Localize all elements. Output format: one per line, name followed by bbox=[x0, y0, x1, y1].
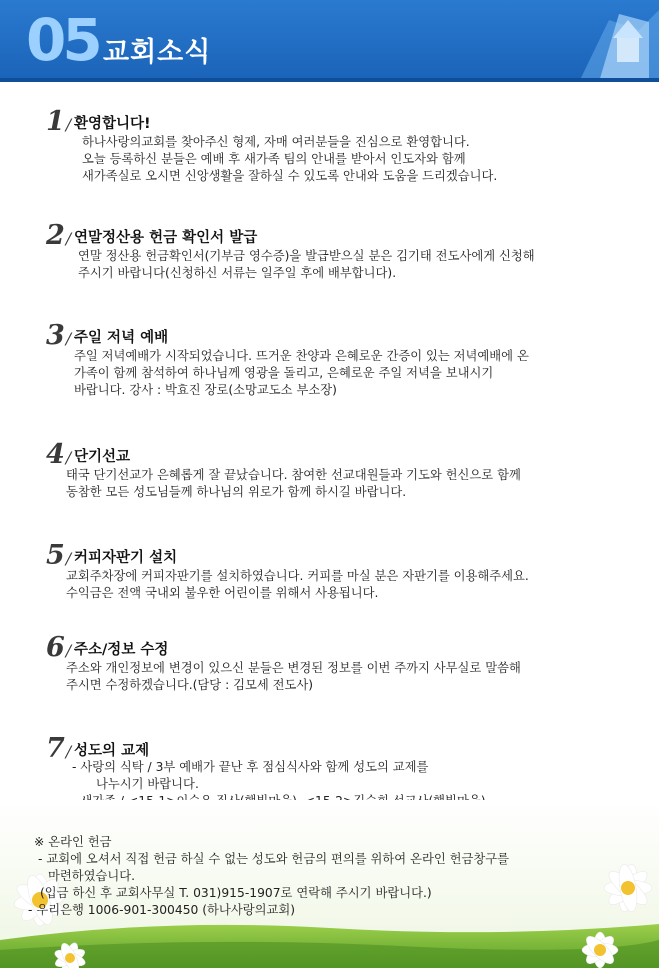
item-heading: 주소/정보 수정 bbox=[74, 642, 169, 658]
body-line: 교회주차장에 커피자판기를 설치하였습니다. 커피를 마실 분은 자판기를 이용해주세요. bbox=[66, 569, 529, 583]
body-line: 주시기 바랍니다(신청하신 서류는 일주일 후에 배부합니다). bbox=[78, 266, 397, 280]
bullet-line: 나누시기 바랍니다. bbox=[96, 777, 199, 791]
notice-line: 마련하였습니다. bbox=[48, 869, 136, 883]
body-line: 새가족실로 오시면 신앙생활을 잘하실 수 있도록 안내와 도움을 드리겠습니다. bbox=[82, 169, 498, 183]
item-body bbox=[74, 348, 529, 399]
item-index: 5/ bbox=[46, 540, 72, 571]
item-heading: 단기선교 bbox=[74, 449, 131, 465]
item-body bbox=[82, 134, 497, 185]
page-title: 교회소식 bbox=[103, 37, 212, 68]
body-line: 오늘 등록하신 분들은 예배 후 새가족 팀의 안내를 받아서 인도자와 함께 bbox=[82, 152, 466, 166]
body-line: 가족이 함께 참석하여 하나님께 영광을 돌리고, 은혜로운 주일 저녁을 보내시기 bbox=[74, 366, 494, 380]
item-heading: 성도의 교제 bbox=[74, 743, 150, 759]
item-heading: 커피자판기 설치 bbox=[74, 550, 178, 566]
notice-line: - 우리은행 1006-901-300450 (하나사랑의교회) bbox=[28, 903, 296, 917]
notice-title: ※ 온라인 헌금 bbox=[34, 835, 112, 849]
item-heading: 연말정산용 헌금 확인서 발급 bbox=[74, 230, 258, 246]
item-heading: 환영합니다! bbox=[74, 116, 151, 132]
item-body bbox=[66, 568, 529, 602]
item-body bbox=[66, 467, 521, 501]
body-line: 연말 정산용 헌금확인서(기부금 영수증)을 발급받으실 분은 김기태 전도사에게 신청해 bbox=[78, 249, 535, 263]
notice-line: - 교회에 오셔서 직접 헌금 하실 수 없는 성도와 헌금의 편의를 위하여 온라인 헌금창구를 bbox=[38, 852, 510, 866]
body-line: 주일 저녁예배가 시작되었습니다. 뜨거운 찬양과 은혜로운 간증이 있는 저녁예배에 온 bbox=[74, 349, 529, 363]
church-illustration-icon bbox=[569, 0, 659, 82]
item-body bbox=[78, 248, 535, 282]
body-line: 하나사랑의교회를 찾아주신 형제, 자매 여러분들을 진심으로 환영합니다. bbox=[82, 135, 470, 149]
body-line: 동참한 모든 성도님들께 하나님의 위로가 함께 하시길 바랍니다. bbox=[66, 485, 407, 499]
body-line: 주소와 개인정보에 변경이 있으신 분들은 변경된 정보를 이번 주까지 사무실로 말씀해 bbox=[66, 661, 521, 675]
notice-line: (입금 하신 후 교회사무실 T. 031)915-1907로 연락해 주시기 바랍니다.) bbox=[40, 886, 432, 900]
body-line: 바랍니다. 강사 : 박효진 장로(소망교도소 부소장) bbox=[74, 383, 337, 397]
page-header bbox=[0, 0, 659, 82]
online-offering-notice bbox=[28, 834, 510, 919]
body-line: 수익금은 전액 국내외 불우한 어린이를 위해서 사용됩니다. bbox=[66, 586, 379, 600]
item-index: 4/ bbox=[46, 439, 72, 470]
item-index: 2/ bbox=[46, 220, 72, 251]
item-heading: 주일 저녁 예배 bbox=[74, 330, 169, 346]
body-line: 태국 단기선교가 은혜롭게 잘 끝났습니다. 참여한 선교대원들과 기도와 헌신으로 함께 bbox=[66, 468, 521, 482]
item-body bbox=[66, 660, 521, 694]
item-index: 1/ bbox=[46, 106, 72, 137]
item-index: 7/ bbox=[46, 733, 72, 764]
item-index: 6/ bbox=[46, 632, 72, 663]
item-index: 3/ bbox=[46, 320, 72, 351]
section-number: 05 bbox=[26, 6, 99, 74]
body-line: 주시면 수정하겠습니다.(담당 : 김모세 전도사) bbox=[66, 678, 314, 692]
bullet-line: - 사랑의 식탁 / 3부 예배가 끝난 후 점심식사와 함께 성도의 교제를 bbox=[72, 760, 429, 774]
header-stripe bbox=[0, 78, 659, 82]
